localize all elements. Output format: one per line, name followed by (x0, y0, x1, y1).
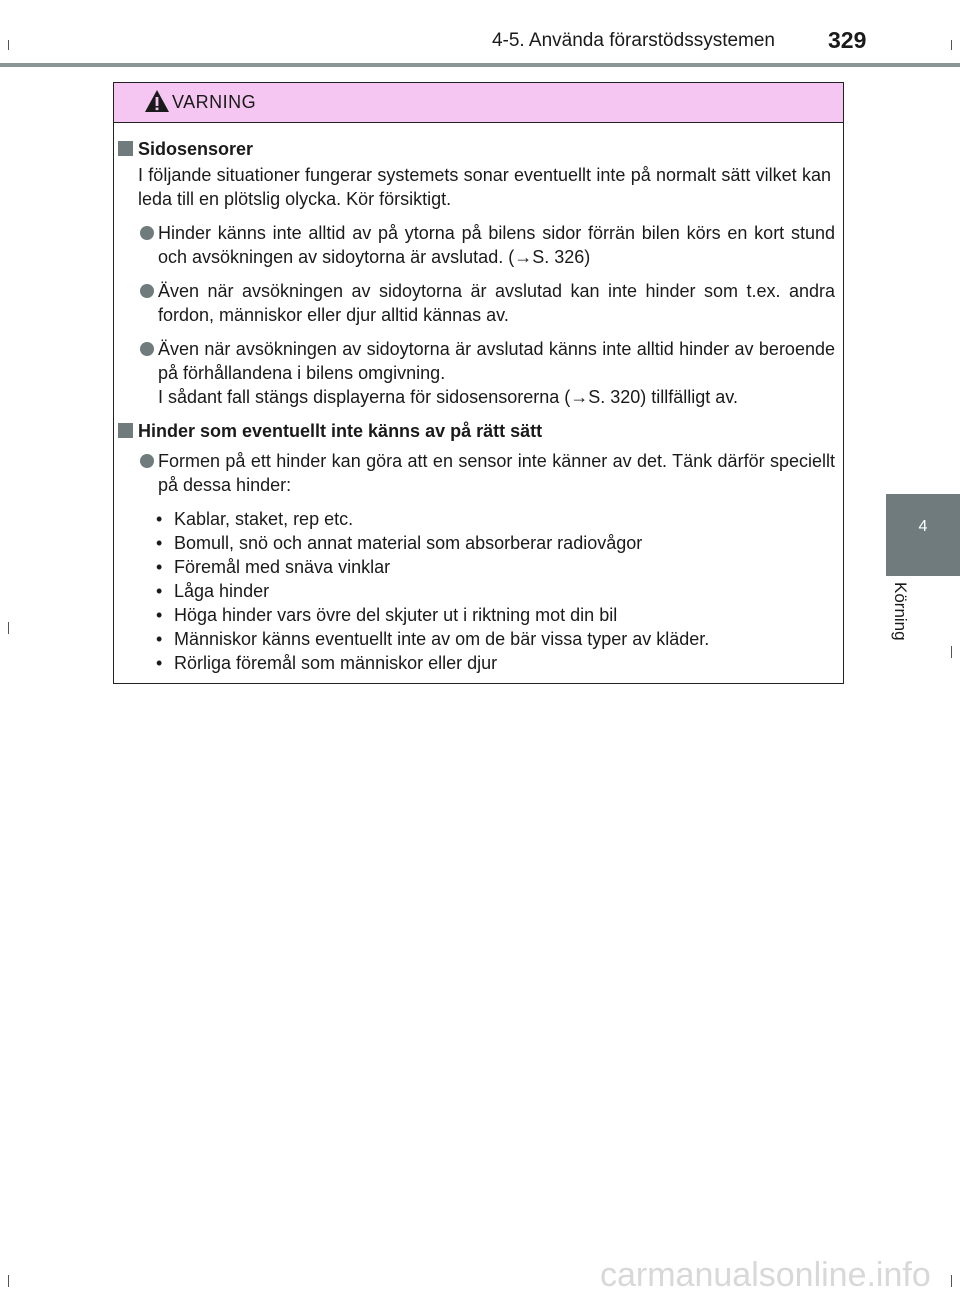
section-heading-text: Hinder som eventuellt inte känns av på rätt sätt (138, 421, 543, 441)
sub-list-item: • Höga hinder vars övre del skjuter ut i riktning mot din bil (156, 603, 843, 627)
list-item-text: I sådant fall stängs displayerna för sidosensorerna (→S. 320) tillfälligt av. (158, 387, 738, 407)
section-title: 4-5. Använda förarstödssystemen (491, 30, 775, 51)
sub-list-item: • Rörliga föremål som människor eller djur (156, 651, 843, 675)
square-bullet-icon (118, 141, 133, 156)
list-item-text: Hinder känns inte alltid av på ytorna på bilens sidor förrän bilen körs en kort stund och avsökningen av sidoytorna är avslutad. (→S. 326) (158, 223, 835, 267)
section-heading (114, 419, 843, 443)
section-heading-text: Sidosensorer (138, 139, 254, 159)
list-item (114, 337, 843, 409)
sub-list (114, 507, 843, 675)
page-number: 329 (828, 27, 867, 53)
sub-list-item: • Kablar, staket, rep etc. (156, 507, 843, 531)
square-bullet-icon (118, 423, 133, 438)
chapter-label-wrap (886, 582, 926, 672)
list-item-text: Även när avsökningen av sidoytorna är avslutad kan inte hinder som t.ex. andra fordon, människor eller djur alltid kännas av. (158, 281, 835, 325)
crop-mark (951, 646, 952, 658)
warning-box (113, 82, 844, 684)
warning-triangle-icon (144, 89, 170, 113)
list-item-text: Formen på ett hinder kan göra att en sensor inte känner av det. Tänk därför speciellt på dessa hinder: (158, 451, 835, 495)
intro-paragraph: I följande situationer fungerar systemets sonar eventuellt inte på normalt sätt vilket kan leda till en plötslig olycka. Kör försiktigt. (138, 165, 831, 209)
chapter-number: 4 (918, 518, 928, 535)
sub-list-item: • Föremål med snäva vinklar (156, 555, 843, 579)
crop-mark (8, 622, 9, 634)
list-item (114, 449, 843, 497)
sub-list-item: • Människor känns eventuellt inte av om de bär vissa typer av kläder. (156, 627, 843, 651)
circle-bullet-icon (140, 342, 154, 356)
circle-bullet-icon (140, 454, 154, 468)
crop-mark (951, 1275, 952, 1287)
crop-mark (8, 1275, 9, 1287)
warning-label: VARNING (172, 92, 257, 112)
circle-bullet-icon (140, 226, 154, 240)
chapter-label: Körning (891, 582, 910, 641)
warning-header (114, 83, 843, 123)
sub-list-item: • Låga hinder (156, 579, 843, 603)
list-item (114, 279, 843, 327)
header-rule (0, 63, 960, 67)
warning-content (114, 137, 843, 675)
section-heading (114, 137, 843, 161)
sub-list-item: • Bomull, snö och annat material som absorberar radiovågor (156, 531, 843, 555)
watermark: carmanualsonline.info (600, 1256, 931, 1294)
list-item-text: Även när avsökningen av sidoytorna är avslutad känns inte alltid hinder av beroende på förhållandena i bilens omgivning. (158, 339, 835, 383)
circle-bullet-icon (140, 284, 154, 298)
list-item (114, 221, 843, 269)
crop-mark (951, 40, 952, 50)
